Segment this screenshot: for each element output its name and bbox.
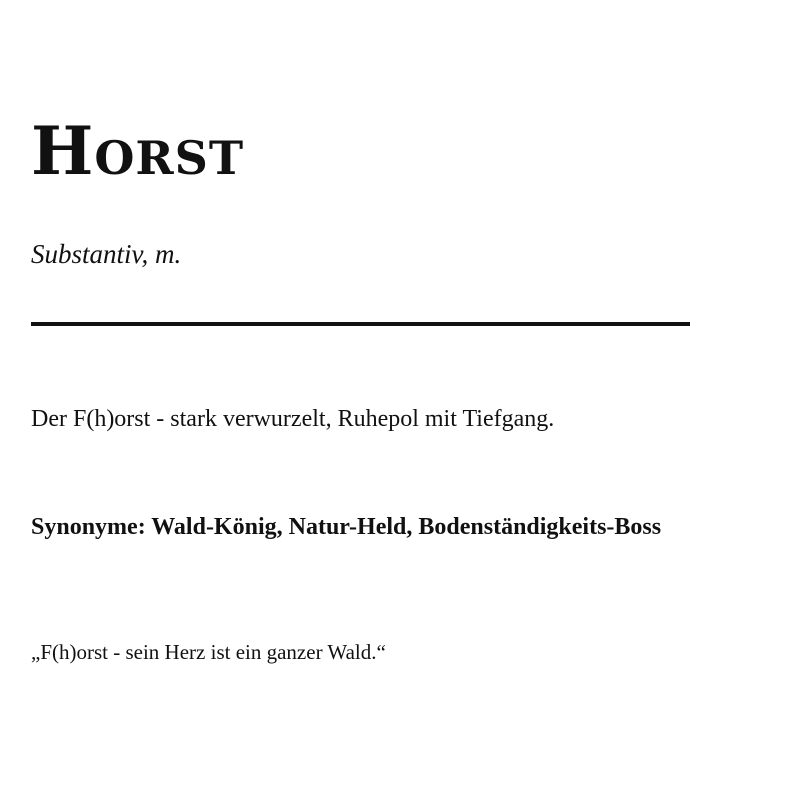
part-of-speech: Substantiv, m.: [31, 239, 182, 269]
divider-rule: [31, 322, 690, 326]
synonyms-line: Synonyme: Wald-König, Natur-Held, Bodenständigkeits-Boss: [31, 514, 662, 540]
headword-title: Horst: [31, 112, 245, 190]
quote-text: „F(h)orst - sein Herz ist ein ganzer Wald.“: [31, 640, 386, 664]
definition-text: Der F(h)orst - stark verwurzelt, Ruhepol mit Tiefgang.: [31, 406, 555, 432]
